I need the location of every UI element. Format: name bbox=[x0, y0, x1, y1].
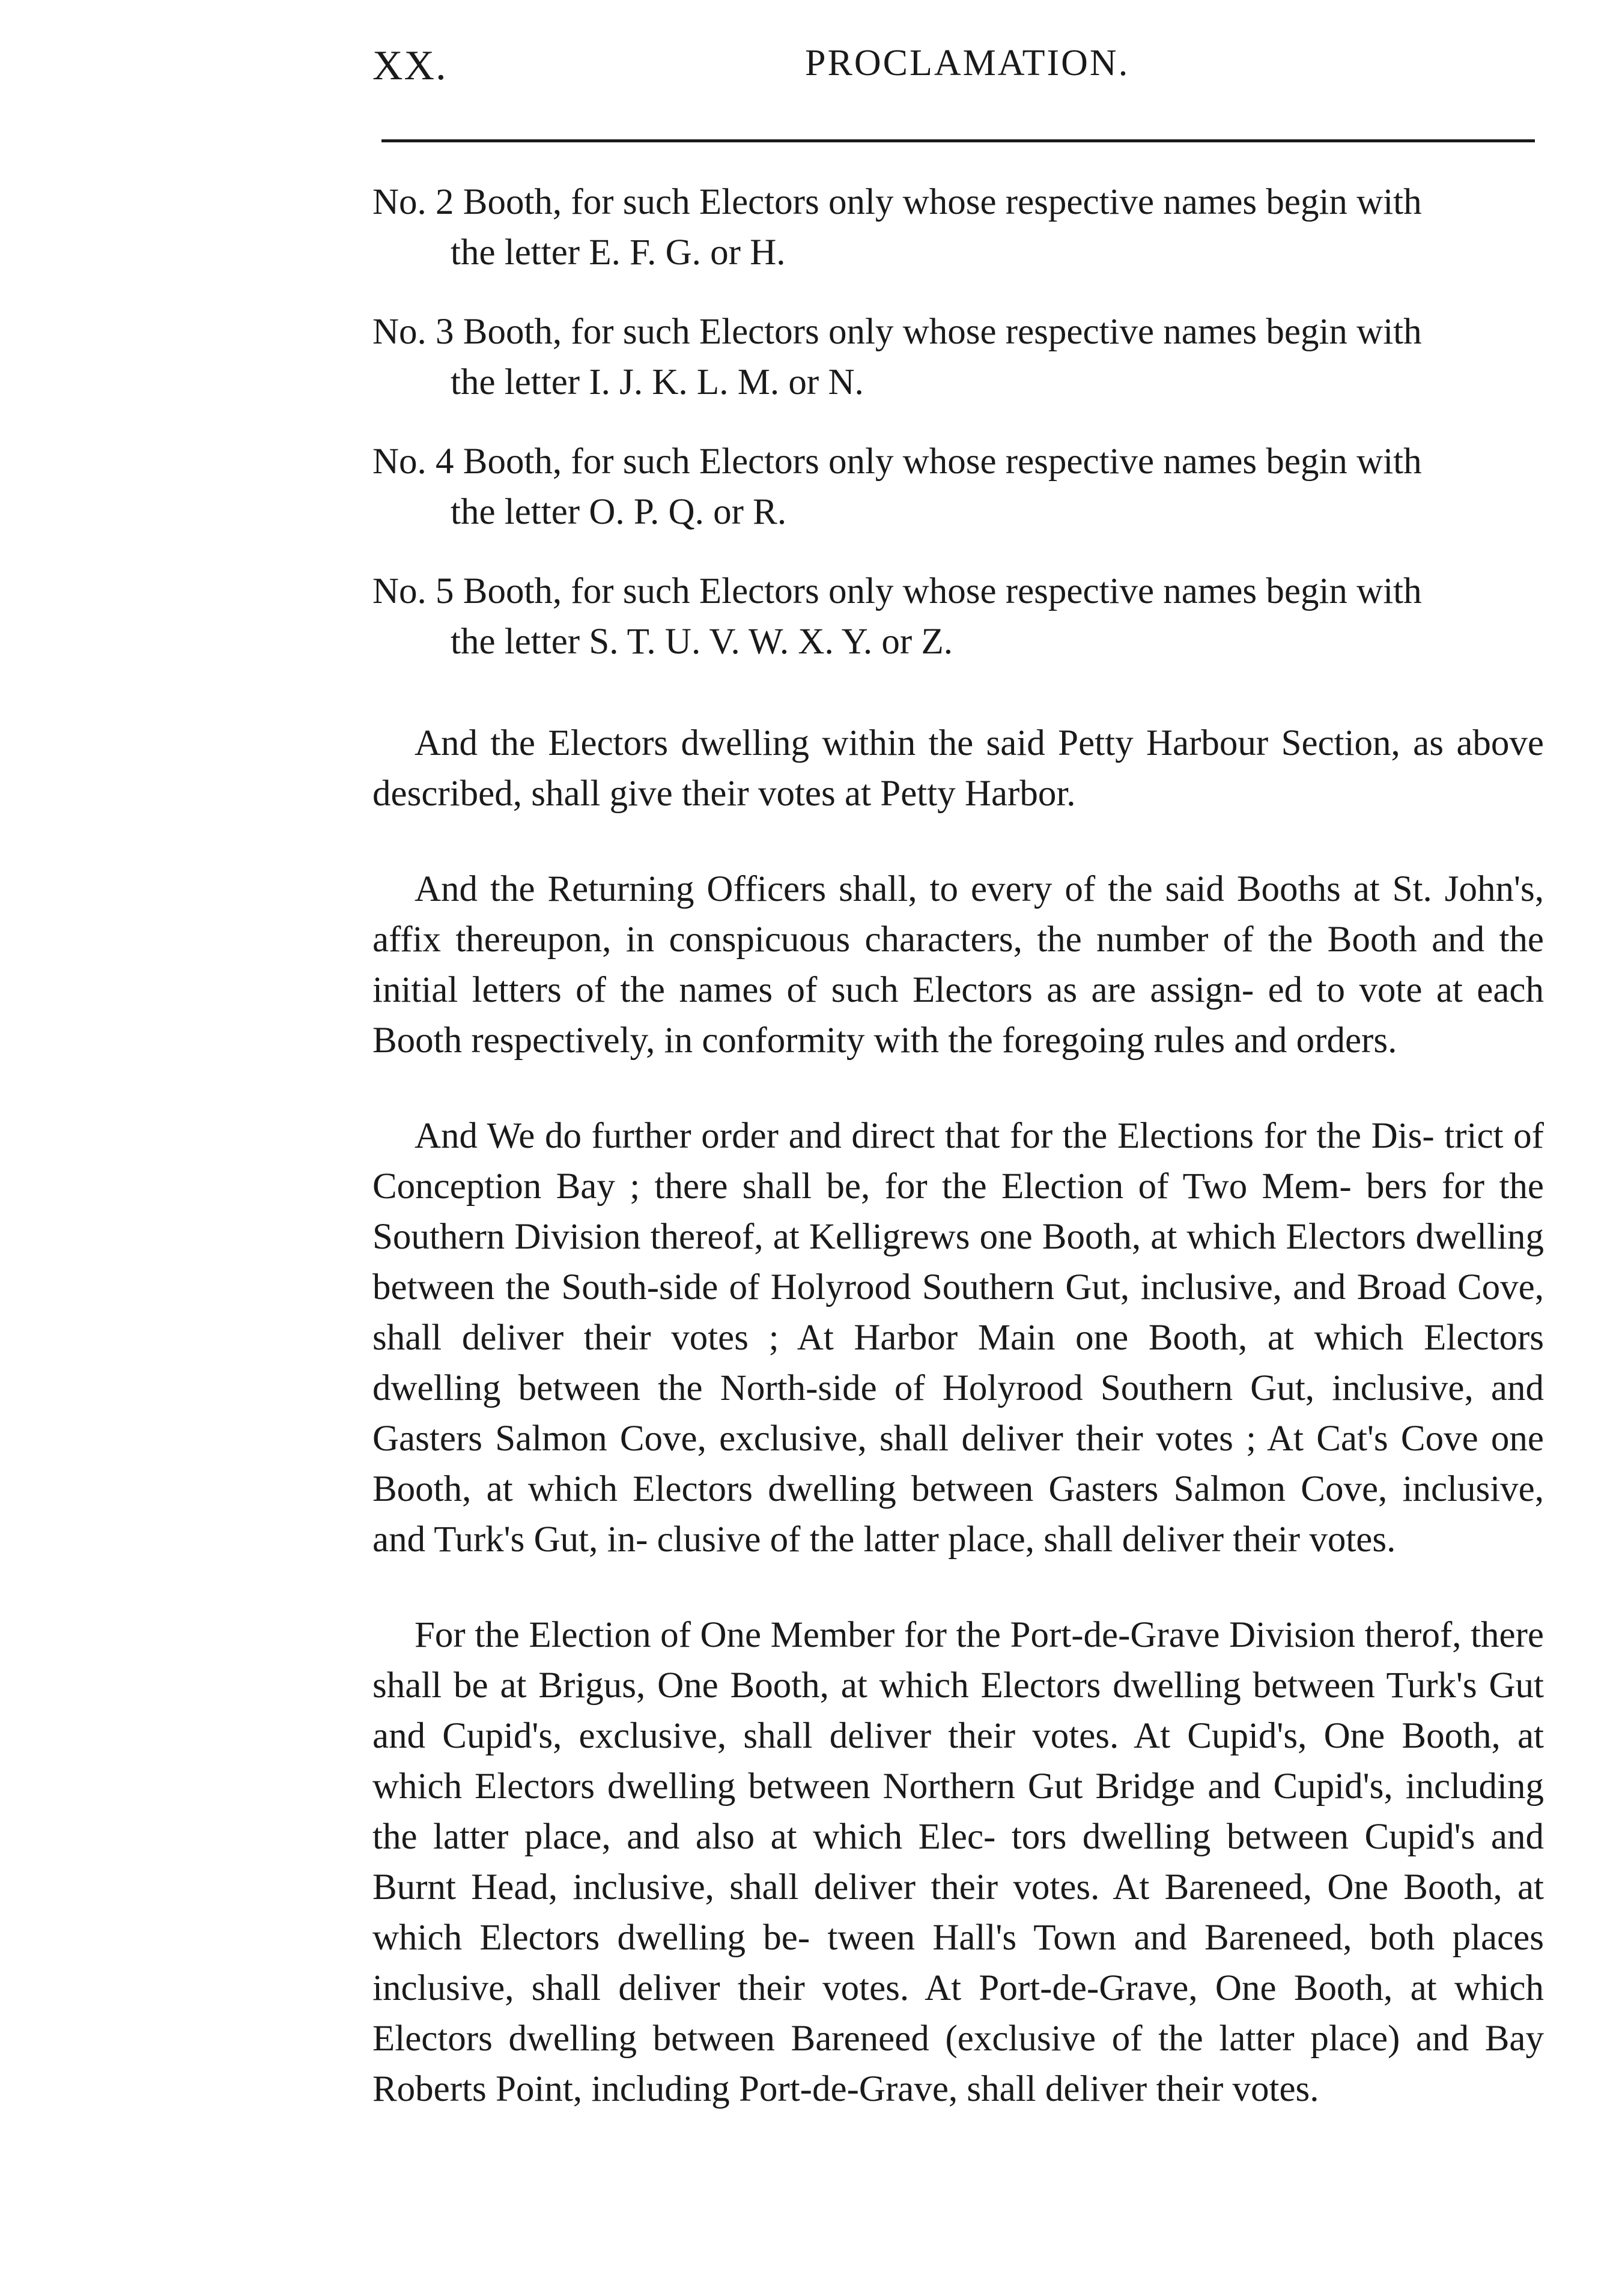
booth-entry bbox=[372, 177, 1544, 278]
booth-entry bbox=[372, 566, 1544, 667]
booth-letters: the letter O. P. Q. or R. bbox=[451, 492, 787, 532]
page-header bbox=[372, 42, 1544, 108]
booth-line: No. 2 Booth, for such Electors only whose respective names begin with bbox=[372, 182, 1422, 222]
booth-entry bbox=[372, 437, 1544, 538]
booth-line: No. 4 Booth, for such Electors only whose respective names begin with bbox=[372, 441, 1422, 482]
running-title: PROCLAMATION. bbox=[805, 43, 1130, 83]
booth-line: No. 5 Booth, for such Electors only whose respective names begin with bbox=[372, 571, 1422, 611]
booth-entry bbox=[372, 307, 1544, 408]
booth-letters: the letter I. J. K. L. M. or N. bbox=[451, 362, 864, 402]
booth-line: No. 3 Booth, for such Electors only whose respective names begin with bbox=[372, 312, 1422, 352]
paragraph-conception-bay: And We do further order and direct that for the Elections for the Dis- trict of Conception Bay ; there shall be, for the Election of Two Mem- bers for the Southern Division thereof, at Kelligrews one Booth, at which Electors dwelling between the South-side of Holyrood Southern Gut, inclusive, and Broad Cove, shall deliver their votes ; At Harbor Main one Booth, at which Electors dwelling between the North-side of Holyrood Southern Gut, inclusive, and Gasters Salmon Cove, exclusive, shall deliver their votes ; At Cat's Cove one Booth, at which Electors dwelling between Gasters Salmon Cove, inclusive, and Turk's Gut, in- clusive of the latter place, shall deliver their votes. bbox=[372, 1116, 1544, 1560]
header-rule bbox=[381, 139, 1535, 142]
page-number: XX. bbox=[372, 43, 448, 89]
paragraph-port-de-grave: For the Election of One Member for the Port-de-Grave Division therof, there shall be at Brigus, One Booth, at which Electors dwelling between Turk's Gut and Cupid's, exclusive, shall deliver their votes. At Cupid's, One Booth, at which Electors dwelling between Northern Gut Bridge and Cupid's, including the latter place, and also at which Elec- tors dwelling between Cupid's and Burnt Head, inclusive, shall deliver their votes. At Bareneed, One Booth, at which Electors dwelling be- tween Hall's Town and Bareneed, both places inclusive, shall deliver their votes. At Port-de-Grave, One Booth, at which Electors dwelling between Bareneed (exclusive of the latter place) and Bay Roberts Point, including Port-de-Grave, shall deliver their votes. bbox=[372, 1615, 1544, 2109]
booth-letters: the letter E. F. G. or H. bbox=[451, 232, 786, 273]
body-text bbox=[372, 177, 1544, 2115]
booth-letters: the letter S. T. U. V. W. X. Y. or Z. bbox=[451, 622, 953, 662]
paragraph-petty-harbour: And the Electors dwelling within the said Petty Harbour Section, as above described, shall give their votes at Petty Harbor. bbox=[372, 723, 1544, 814]
paragraph-returning-officers: And the Returning Officers shall, to every of the said Booths at St. John's, affix thereupon, in conspicuous characters, the number of the Booth and the initial letters of the names of such Electors as are assign- ed to vote at each Booth respectively, in conformity with the foregoing rules and orders. bbox=[372, 869, 1544, 1061]
